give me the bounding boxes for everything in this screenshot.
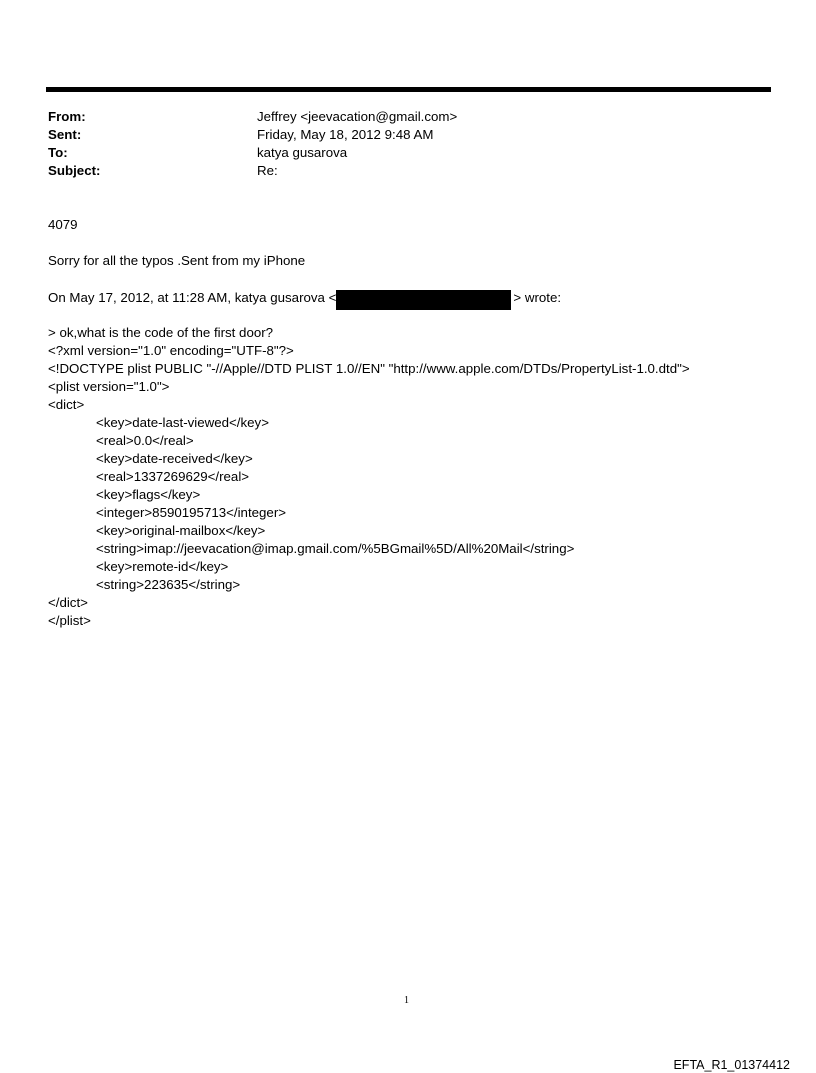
dict-line: <key>original-mailbox</key> — [96, 523, 266, 538]
subject-row — [48, 162, 748, 180]
reference-number: 4079 — [48, 217, 78, 232]
sent-row — [48, 126, 748, 144]
dict-close-tag: </dict> — [48, 595, 88, 610]
dict-line: <key>date-received</key> — [96, 451, 253, 466]
quoted-message — [48, 324, 690, 630]
to-value: katya gusarova — [257, 145, 348, 160]
plist-close-tag: </plist> — [48, 613, 91, 628]
dict-line: <key>flags</key> — [96, 487, 201, 502]
doctype-line: <!DOCTYPE plist PUBLIC "-//Apple//DTD PLIST 1.0//EN" "http://www.apple.com/DTDs/PropertyList-1.0.dtd"> — [48, 361, 690, 376]
page-number: 1 — [404, 995, 409, 1006]
redaction-bar — [336, 290, 511, 310]
to-label: To: — [48, 145, 68, 160]
email-header — [48, 108, 748, 180]
dict-line: <string>imap://jeevacation@imap.gmail.com/%5BGmail%5D/All%20Mail</string> — [96, 541, 575, 556]
dict-line: <string>223635</string> — [96, 577, 241, 592]
from-row — [48, 108, 748, 126]
dict-line: <real>1337269629</real> — [96, 469, 250, 484]
dict-line: <integer>8590195713</integer> — [96, 505, 287, 520]
dict-line: <key>remote-id</key> — [96, 559, 229, 574]
from-label: From: — [48, 109, 86, 124]
document-id: EFTA_R1_01374412 — [673, 1058, 790, 1072]
quoted-question: > ok,what is the code of the first door? — [48, 325, 274, 340]
dict-open-tag: <dict> — [48, 397, 85, 412]
attribution-suffix: > wrote: — [513, 290, 562, 305]
to-row — [48, 144, 748, 162]
from-value: Jeffrey <jeevacation@gmail.com> — [257, 109, 458, 124]
subject-value: Re: — [257, 163, 278, 178]
plist-open-tag: <plist version="1.0"> — [48, 379, 170, 394]
header-divider — [46, 87, 771, 92]
dict-line: <key>date-last-viewed</key> — [96, 415, 269, 430]
attribution-prefix: On May 17, 2012, at 11:28 AM, katya gusarova < — [48, 290, 337, 305]
mobile-signature: Sorry for all the typos .Sent from my iPhone — [48, 253, 306, 268]
xml-declaration: <?xml version="1.0" encoding="UTF-8"?> — [48, 343, 294, 358]
sent-value: Friday, May 18, 2012 9:48 AM — [257, 127, 434, 142]
subject-label: Subject: — [48, 163, 101, 178]
sent-label: Sent: — [48, 127, 82, 142]
dict-line: <real>0.0</real> — [96, 433, 194, 448]
reply-attribution — [48, 288, 561, 308]
